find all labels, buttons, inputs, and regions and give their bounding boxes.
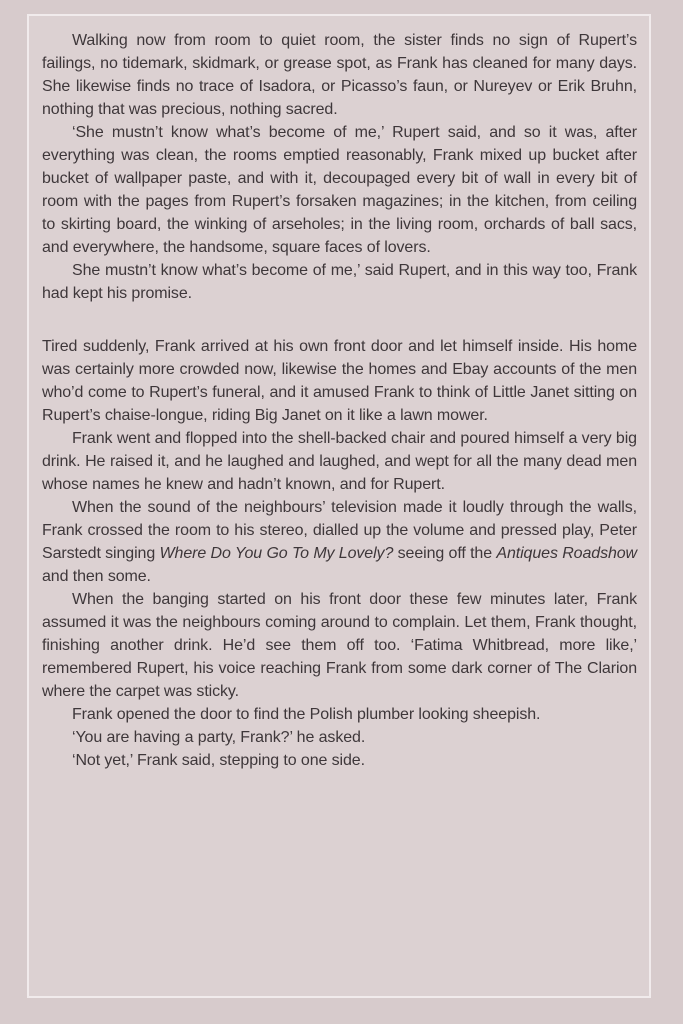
paragraph xyxy=(42,749,637,772)
page-text xyxy=(29,16,649,772)
text-segment: and then some. xyxy=(42,568,151,585)
text-segment: When the banging started on his front door these few minutes later, Frank assumed it was the neighbours coming around to complain. Let them, Frank thought, finishing another drink. He’d see them off too. ‘Fatima Whitbread, more like,’ remembered Rupert, his voice reaching Frank from some dark corner of The Clarion where the carpet was sticky. xyxy=(42,591,637,700)
text-segment: Frank went and flopped into the shell-backed chair and poured himself a very big drink. He raised it, and he laughed and laughed, and wept for all the many dead men whose names he knew and hadn’t known, and for Rupert. xyxy=(42,430,637,493)
paragraph xyxy=(42,726,637,749)
text-segment: Walking now from room to quiet room, the sister finds no sign of Rupert’s failings, no tidemark, skidmark, or grease spot, as Frank has cleaned for many days. She likewise finds no trace of Isadora, or Picasso’s faun, or Nureyev or Erik Bruhn, nothing that was precious, nothing sacred. xyxy=(42,32,637,118)
paragraph xyxy=(42,427,637,496)
text-segment: seeing off the xyxy=(393,545,497,562)
paragraph xyxy=(42,121,637,259)
paragraph xyxy=(42,29,637,121)
italic-text-segment: Antiques Roadshow xyxy=(496,545,638,562)
text-segment: When the sound of the neighbours’ television made it loudly through the walls, Frank crossed the room to his stereo, dialled up the volume and pressed play, Peter Sarstedt singing xyxy=(42,499,637,562)
text-segment: ‘Not yet,’ Frank said, stepping to one side. xyxy=(72,752,365,769)
text-segment: Frank opened the door to find the Polish plumber looking sheepish. xyxy=(72,706,541,723)
paragraph xyxy=(42,496,637,588)
text-segment: ‘You are having a party, Frank?’ he asked. xyxy=(72,729,366,746)
text-segment: Tired suddenly, Frank arrived at his own front door and let himself inside. His home was certainly more crowded now, likewise the homes and Ebay accounts of the men who’d come to Rupert’s funeral, and it amused Frank to think of Little Janet sitting on Rupert’s chaise-longue, riding Big Janet on it like a lawn mower. xyxy=(42,338,637,424)
text-segment: She mustn’t know what’s become of me,’ said Rupert, and in this way too, Frank had kept his promise. xyxy=(42,262,637,302)
paragraph xyxy=(42,588,637,703)
paragraph xyxy=(42,335,637,427)
text-segment: ‘She mustn’t know what’s become of me,’ Rupert said, and so it was, after everything was clean, the rooms emptied reasonably, Frank mixed up bucket after bucket of wallpaper paste, and with it, decoupaged every bit of wall in every bit of room with the pages from Rupert’s forsaken magazines; in the kitchen, from ceiling to skirting board, the winking of arseholes; in the living room, orchards of ball sacs, and everywhere, the handsome, square faces of lovers. xyxy=(42,124,637,256)
page-frame xyxy=(27,14,651,998)
paragraph xyxy=(42,703,637,726)
italic-text-segment: Where Do You Go To My Lovely? xyxy=(159,545,394,562)
paragraph xyxy=(42,259,637,305)
